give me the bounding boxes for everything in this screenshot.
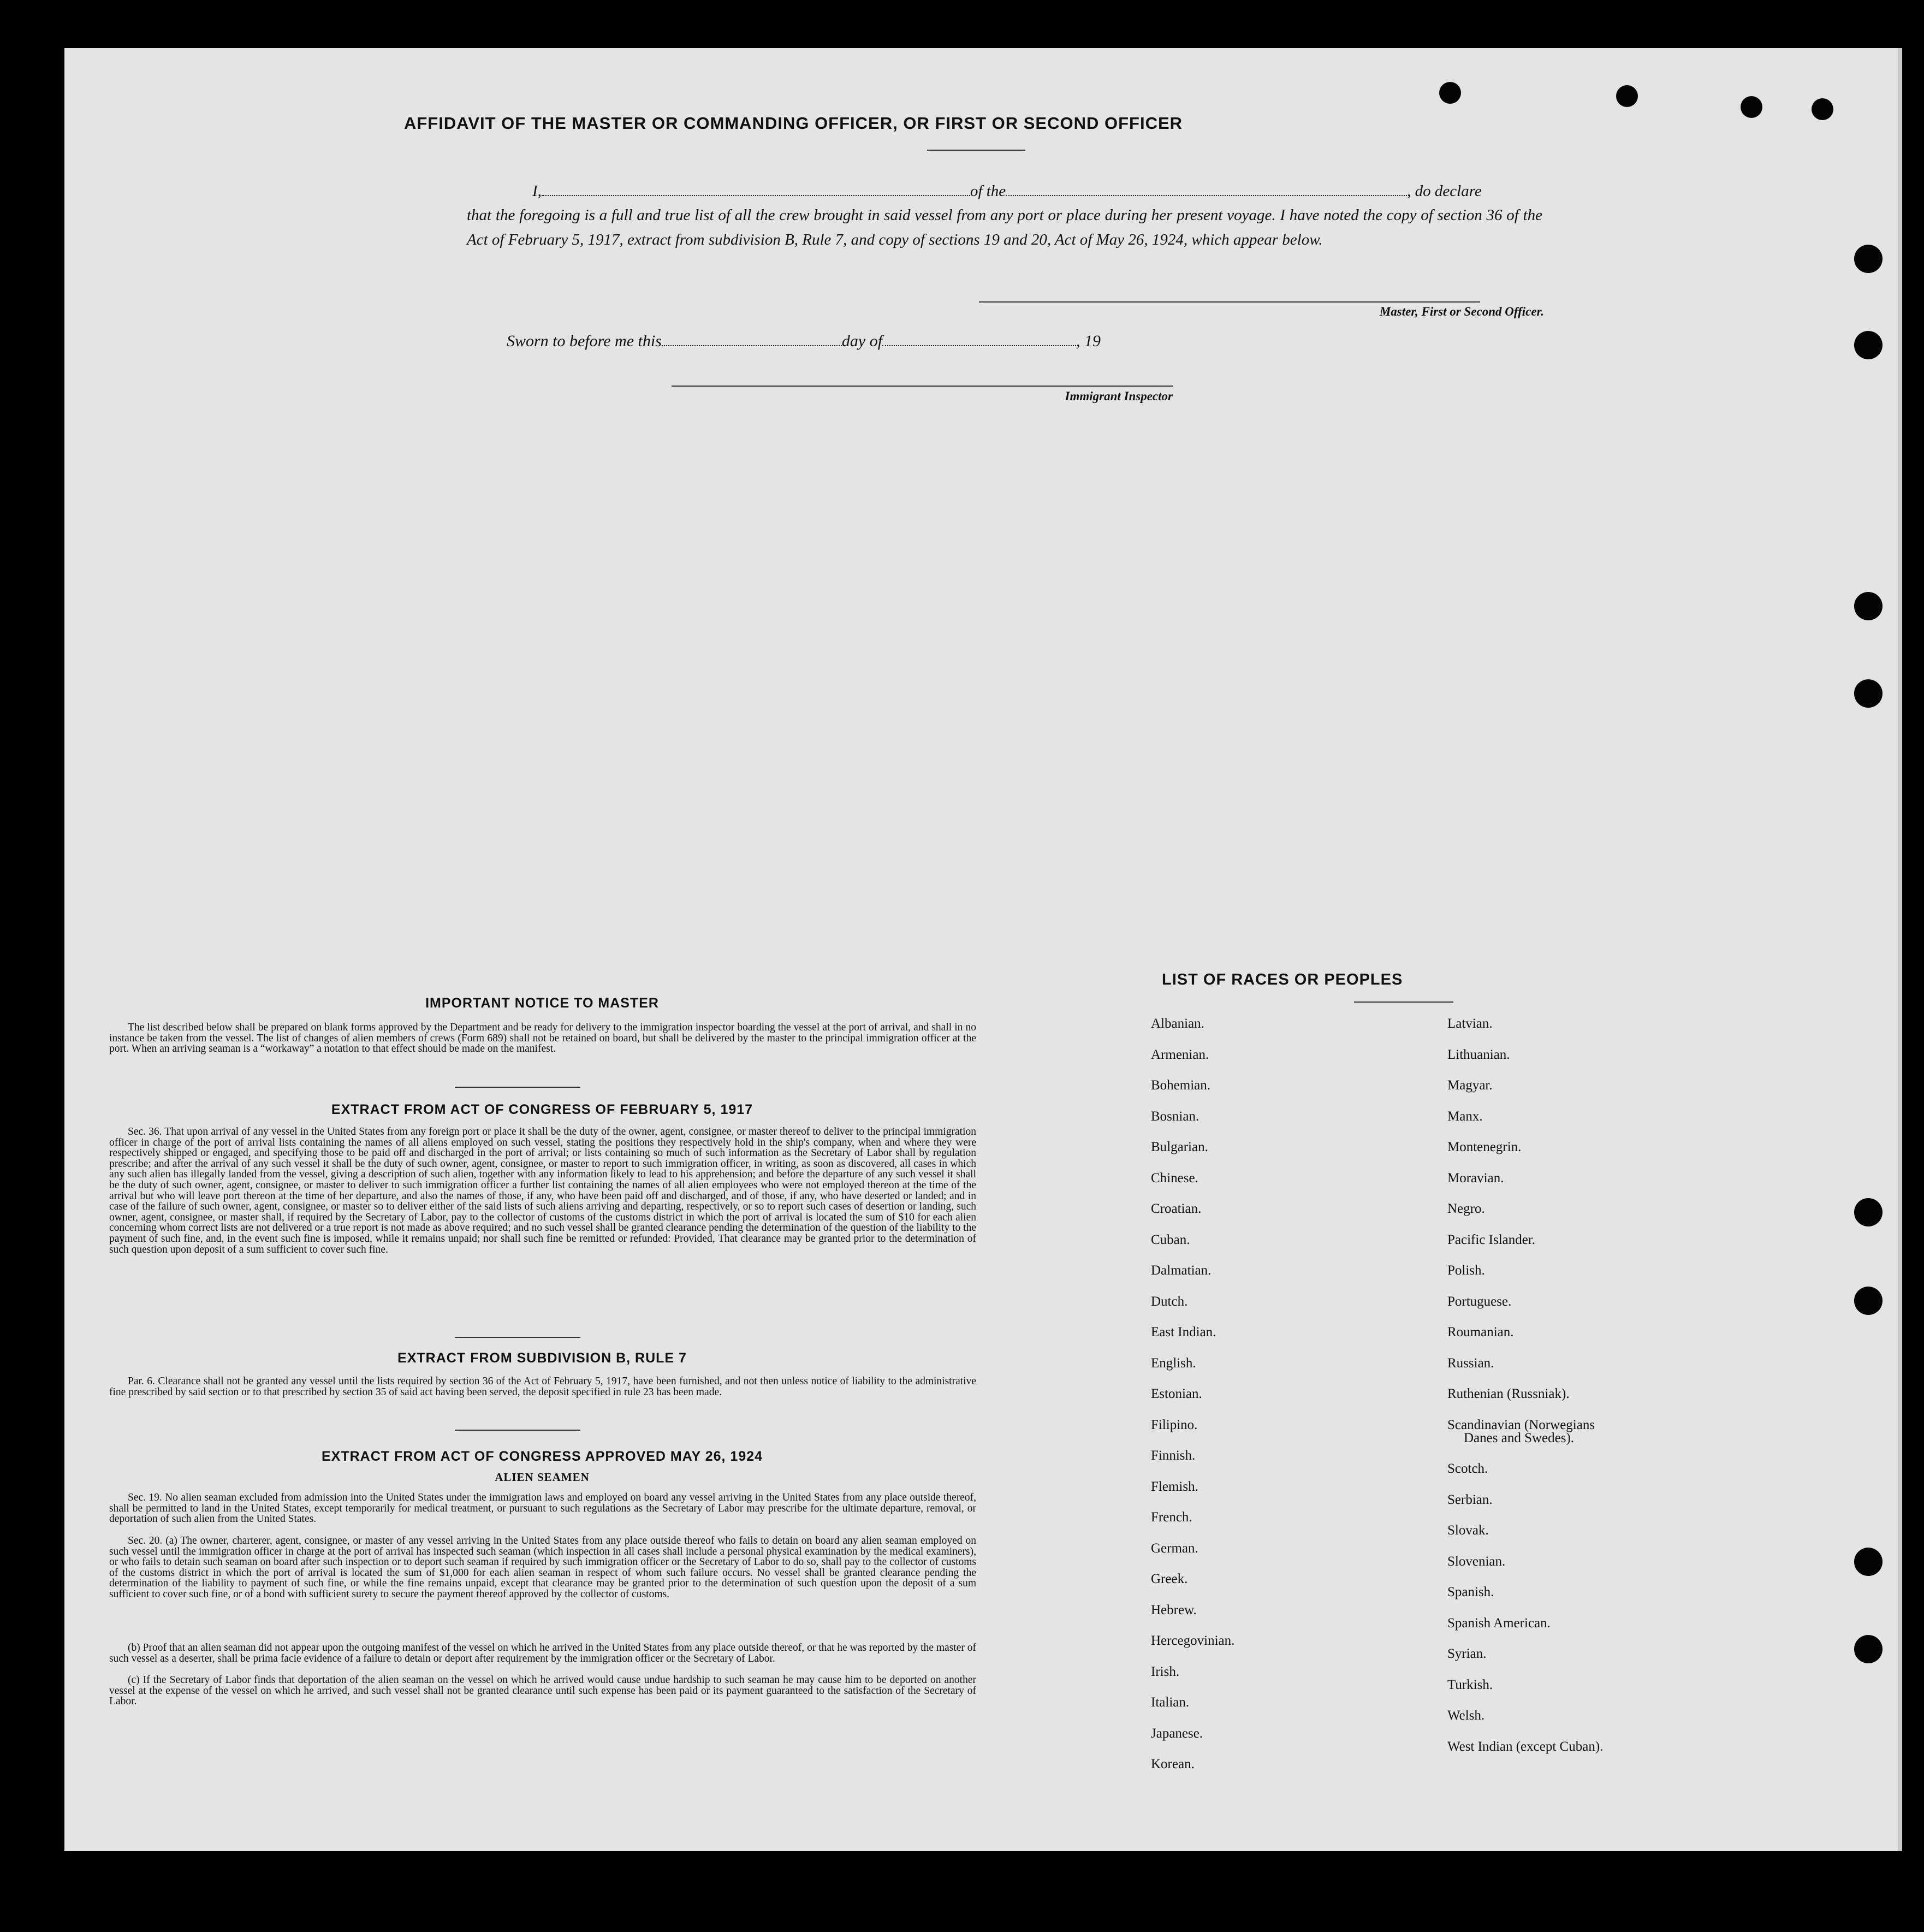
race-item: Russian. <box>1447 1355 1494 1371</box>
race-item: Roumanian. <box>1447 1325 1514 1340</box>
race-item: Scandinavian (Norwegians <box>1447 1417 1595 1432</box>
master-caption: Master, First or Second Officer. <box>1379 305 1544 318</box>
race-item: Bulgarian. <box>1151 1140 1208 1154</box>
race-item: Bohemian. <box>1151 1078 1211 1093</box>
race-item: Chinese. <box>1151 1170 1198 1186</box>
race-item: Filipino. <box>1151 1417 1198 1432</box>
race-item: Bosnian. <box>1151 1109 1199 1124</box>
race-item: Dutch. <box>1151 1294 1188 1309</box>
race-item: Moravian. <box>1447 1170 1504 1186</box>
race-item: Spanish. <box>1447 1585 1494 1599</box>
punch-hole <box>1741 96 1762 118</box>
race-item: Negro. <box>1447 1201 1485 1216</box>
extract-1917-body: Sec. 36. That upon arrival of any vessel in the United States from any foreign port or place it shall be the duty of the owner, agent, consignee, or master thereof to deliver to the principal immigration officer in charge of the port of arrival lists containing the names of all aliens employed on such vessel, stating the positions they respectively hold in the ship's company, when and where they were respectively shipped or engaged, and specifying those to be paid off and discharged in the port of arrival; or lists containing so much of such information as the Secretary of Labor shall by regulation prescribe; and after the arrival of any such vessel it shall be the duty of such owner, agent, consignee, or master to report to such immigration officer, in writing, as soon as discovered, all cases in which any such alien has illegally landed from the vessel, giving a description of such alien, together with any information likely to lead to his apprehension; and before the departure of any such vessel it shall be the duty of such owner, agent, consignee, or master to deliver to such immigration officer a further list containing the names of all alien employees who were not employed thereon at the time of the arrival but who will leave port thereon at the time of her departure, and also the names of those, if any, who have been paid off and discharged, and of those, if any, who have deserted or landed; and in case of the failure of such owner, agent, consignee, or master so to deliver either of the said lists of such aliens arriving and departing, respectively, or so to report such cases of desertion or landing, such owner, agent, consignee, or master shall, if required by the Secretary of Labor, pay to the collector of customs of the customs district in which the port of arrival is located the sum of $10 for each alien concerning whom correct lists are not delivered or a true report is not made as above required; and no such vessel shall be granted clearance pending the determination of the question of the liability to the payment of such fine, and, in the event such fine is imposed, while it remains unpaid; nor shall such fine be remitted or refunded: Provided, That clearance may be granted prior to the determination of such question upon deposit of a sum sufficient to cover such fine. <box>109 1126 976 1255</box>
race-item: German. <box>1151 1540 1198 1556</box>
race-item: Finnish. <box>1151 1448 1196 1463</box>
race-item: Irish. <box>1151 1664 1180 1679</box>
affidavit-title: AFFIDAVIT OF THE MASTER OR COMMANDING OFFICER, OR FIRST OR SECOND OFFICER <box>403 114 1183 133</box>
race-item: Hercegovinian. <box>1151 1633 1235 1648</box>
race-item: Lithuanian. <box>1447 1047 1510 1062</box>
extract-1917-divider <box>455 1337 580 1338</box>
race-item: Latvian. <box>1447 1016 1493 1031</box>
sworn-month-field[interactable] <box>882 334 1076 346</box>
extract-1917-title: EXTRACT FROM ACT OF CONGRESS OF FEBRUARY 5, 1917 <box>331 1102 753 1117</box>
punch-hole <box>1616 85 1638 107</box>
punch-hole <box>1812 98 1833 120</box>
race-item: Albanian. <box>1151 1016 1204 1031</box>
race-item: Cuban. <box>1151 1232 1190 1247</box>
race-item: French. <box>1151 1510 1192 1525</box>
race-item: Magyar. <box>1447 1078 1493 1093</box>
day-of-label: day of <box>841 332 883 350</box>
punch-hole <box>1854 679 1883 708</box>
race-item: Croatian. <box>1151 1201 1202 1216</box>
extract-rule7-divider <box>455 1430 580 1431</box>
inspector-signature-line[interactable] <box>672 386 1173 387</box>
alien-seamen-subtitle: ALIEN SEAMEN <box>495 1471 590 1484</box>
punch-hole <box>1439 82 1461 104</box>
affidavit-body: that the foregoing is a full and true list of all the crew brought in said vessel from any port or place during her present voyage. I have noted the copy of section 36 of the Act of February 5, 1917, extract from subdivision B, Rule 7, and copy of sections 19 and 20, Act of May 26, 1924, which appear below. <box>467 206 1542 248</box>
race-item: Pacific Islander. <box>1447 1232 1536 1247</box>
race-item: Serbian. <box>1447 1492 1493 1507</box>
race-item: Ruthenian (Russniak). <box>1447 1386 1570 1401</box>
race-item: Spanish American. <box>1447 1615 1551 1631</box>
sec19-text: Sec. 19. No alien seaman excluded from admission into the United States under the immigration laws and employed on board any vessel arriving in the United States from any place outside thereof, shall be permitted to land in the United States, except temporarily for medical treatment, or pursuant to such regulations as the Secretary of Labor may prescribe for the ultimate departure, removal, or deportation of such alien from the United States. <box>109 1492 976 1525</box>
race-item: Greek. <box>1151 1572 1188 1586</box>
race-item: Hebrew. <box>1151 1602 1197 1617</box>
race-item: Flemish. <box>1151 1479 1198 1494</box>
sworn-line <box>507 332 1101 351</box>
extract-1924-title: EXTRACT FROM ACT OF CONGRESS APPROVED MAY 26, 1924 <box>321 1449 763 1464</box>
affidavit-line1 <box>467 179 1542 204</box>
race-item: Italian. <box>1151 1695 1190 1710</box>
race-item: Japanese. <box>1151 1726 1203 1741</box>
race-item: Welsh. <box>1447 1708 1485 1723</box>
sworn-label: Sworn to before me this <box>507 332 662 350</box>
race-item: West Indian (except Cuban). <box>1447 1739 1604 1754</box>
race-item: Slovenian. <box>1447 1554 1506 1569</box>
race-item: Dalmatian. <box>1151 1263 1212 1278</box>
race-item: Slovak. <box>1447 1523 1489 1538</box>
race-item: Danes and Swedes). <box>1464 1430 1575 1445</box>
sec20a-text: Sec. 20. (a) The owner, charterer, agent, consignee, or master of any vessel arriving in the United States from any place outside thereof who fails to detain on board any alien seaman employed on such vessel until the immigration officer in charge at the port of arrival has inspected such seaman (which inspection in all cases shall include a personal physical examination by the medical examiners), or who fails to detain such seaman on board after such inspection or to deport such seaman if required by such immigration officer or the Secretary of Labor to do so, shall pay to the collector of customs of the customs district in which the port of arrival is located the sum of $1,000 for each alien seaman in respect of whom such failure occurs. No vessel shall be granted clearance pending the determination of the liability to payment of such fine, or while the fine remains unpaid, except that clearance may be granted prior to the determination of such question upon the deposit of a sum sufficient to cover such fine, or of a bond with sufficient surety to secure the payment thereof approved by the collector of customs. <box>109 1535 976 1600</box>
race-item: Estonian. <box>1151 1386 1202 1401</box>
race-item: English. <box>1151 1355 1196 1371</box>
punch-hole <box>1854 1635 1883 1663</box>
punch-hole <box>1854 1287 1883 1315</box>
notice-body: The list described below shall be prepared on blank forms approved by the Department and be ready for delivery to the immigration inspector boarding the vessel at the port of arrival, and shall in no instance be taken from the vessel. The list of changes of alien members of crews (Form 689) shall not be retained on board, but shall be delivered by the master to the principal immigration officer at the port. When an arriving seaman is a “workaway” a notation to that effect should be made on the manifest. <box>109 1022 976 1055</box>
races-title: LIST OF RACES OR PEOPLES <box>1162 971 1403 988</box>
punch-hole <box>1854 1198 1883 1226</box>
sec20c-text: (c) If the Secretary of Labor finds that deportation of the alien seaman on the vessel on which he arrived would cause undue hardship to such seaman he may cause him to be deported on another vessel at the expense of the vessel on which he arrived, and such vessel shall not be granted clearance until such expense has been paid or its payment guaranteed to the satisfaction of the Secretary of Labor. <box>109 1674 976 1708</box>
race-item: Korean. <box>1151 1757 1195 1771</box>
extract-rule7-body: Par. 6. Clearance shall not be granted any vessel until the lists required by section 36 of the Act of February 5, 1917, have been furnished, and not then unless notice of liability to the administrative fine prescribed by said section or to that prescribed by section 35 of said act having been served, the deposit specified in rule 23 has been made. <box>109 1376 976 1398</box>
notice-title: IMPORTANT NOTICE TO MASTER <box>425 995 659 1011</box>
vessel-of-label: of the <box>970 182 1006 200</box>
vessel-name-field[interactable] <box>1006 184 1407 196</box>
race-item: East Indian. <box>1151 1325 1216 1340</box>
race-item: Armenian. <box>1151 1047 1209 1062</box>
sworn-day-field[interactable] <box>662 334 842 346</box>
extract-rule7-title: EXTRACT FROM SUBDIVISION B, RULE 7 <box>397 1350 687 1366</box>
declarant-name-field[interactable] <box>542 184 970 196</box>
punch-hole <box>1854 245 1883 273</box>
form-sheet <box>64 48 1902 1851</box>
race-item: Turkish. <box>1447 1677 1493 1692</box>
races-divider <box>1354 1001 1453 1003</box>
master-signature-line[interactable] <box>979 301 1480 303</box>
race-item: Manx. <box>1447 1109 1483 1124</box>
year-label: , 19 <box>1076 332 1101 350</box>
race-item: Scotch. <box>1447 1461 1488 1476</box>
declare-label: , do declare <box>1407 182 1482 200</box>
punch-hole <box>1854 592 1883 620</box>
title-divider <box>927 150 1025 151</box>
race-item: Portuguese. <box>1447 1294 1512 1309</box>
declarant-label: I, <box>532 182 542 200</box>
race-item: Syrian. <box>1447 1646 1487 1661</box>
race-item: Polish. <box>1447 1263 1485 1278</box>
sec20b-text: (b) Proof that an alien seaman did not appear upon the outgoing manifest of the vessel on which he arrived in the United States from any place outside thereof, or that he was reported by the master of such vessel as a deserter, shall be prima facie evidence of a failure to detain or deport after requirement by the immigration officer or the Secretary of Labor. <box>109 1642 976 1664</box>
notice-divider <box>455 1087 580 1088</box>
punch-hole <box>1854 331 1883 359</box>
race-item: Montenegrin. <box>1447 1140 1522 1154</box>
inspector-caption: Immigrant Inspector <box>1065 389 1173 403</box>
punch-hole <box>1854 1548 1883 1576</box>
